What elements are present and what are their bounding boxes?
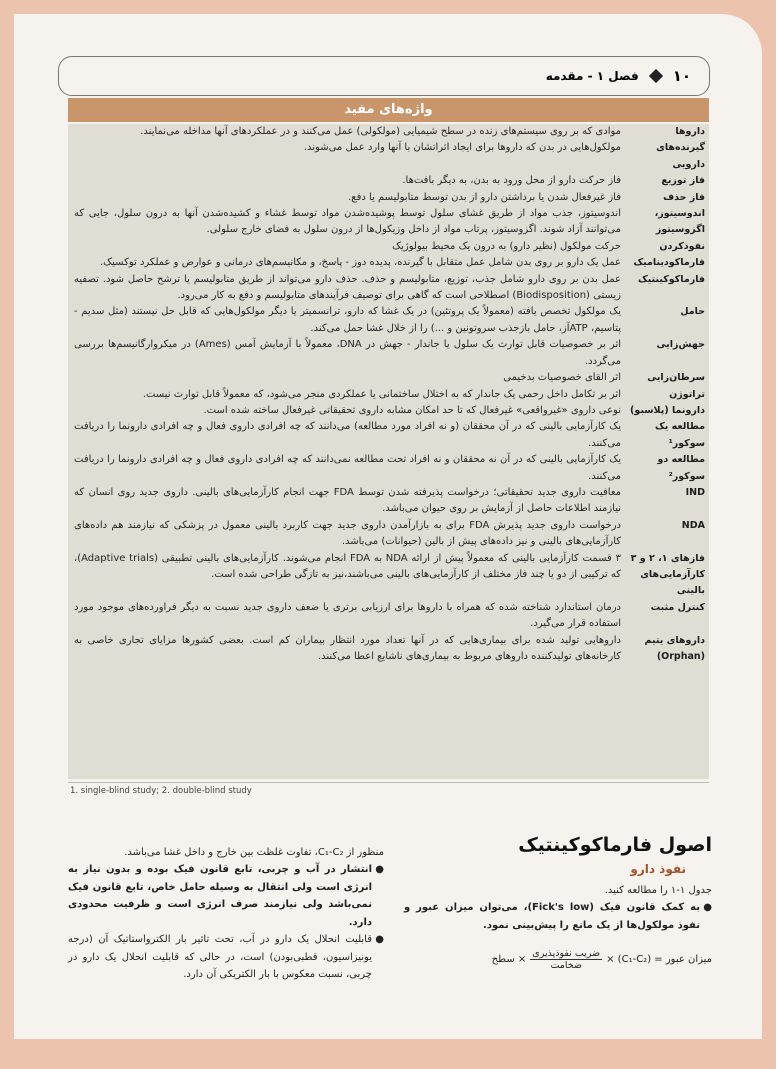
bullet-icon: ● <box>703 902 712 913</box>
glossary-definition: اثر بر خصوصیات قابل توارث یک سلول یا جاندار - جهش در DNA، معمولاً با آزمایش آمس (Ames) در میکروارگانیسم‌ها بررسی می‌گردد. <box>74 339 622 367</box>
glossary-row <box>68 633 709 666</box>
glossary-definition: یک کارآزمایی بالینی که در آن نه محققان و نه افراد تحت مطالعه نمی‌دانند که چه افرادی داروی فعال و چه افرادی دارونما را دریافت می‌کنند. <box>74 454 621 482</box>
glossary-row <box>68 419 709 452</box>
left-intro: منظور از C₁-C₂، تفاوت غلظت بین خارج و داخل غشا می‌باشد. <box>124 847 384 858</box>
glossary-row <box>68 206 709 239</box>
glossary-term: داروها <box>675 126 705 137</box>
glossary-definition: اندوسیتوز، جذب مواد از طریق غشای سلول توسط پوشیده‌شدن مواد توسط غشاء و کشیده‌شدن آنها به درون سلول، جایی که می‌توانند آزاد شوند. اگزوسیتوز، پرتاب مواد از داخل وزیکول‌ها از درون سلول به فضای خارج سلولی. <box>74 208 621 236</box>
section-title: اصول فارماکوکینتیک <box>518 834 712 856</box>
glossary-term: نفوذکردن <box>659 240 705 252</box>
glossary-row <box>68 403 709 419</box>
glossary-definition: یک کارآزمایی بالینی که در آن محققان (و نه افراد مورد مطالعه) می‌دانند که چه افرادی داروی فعال و چه افرادی دارونما را دریافت می‌کنند. <box>74 421 621 449</box>
glossary-term: جهش‌زایی <box>656 339 705 351</box>
glossary-box <box>68 124 709 779</box>
glossary-row <box>68 485 709 518</box>
diamond-icon <box>649 69 663 83</box>
glossary-definition: معافیت داروی جدید تحقیقاتی؛ درخواست پذیرفته شدن توسط FDA جهت انجام کارآزمایی‌های بالینی. داروی جدید روی انسان که نیازمند اطلاعات حاصل از آزمایش بر روی حیوان می‌باشد. <box>74 486 622 515</box>
glossary-term: کنترل مثبت <box>650 601 705 613</box>
glossary-definition: نوعی داروی «غیرواقعی» غیرفعال که تا حد امکان مشابه داروی تحقیقاتی غیرفعال ساخته شده است. <box>203 404 621 416</box>
glossary-term: فارماکودینامیک <box>633 257 705 269</box>
glossary-definition: اثر بر تکامل داخل رحمی یک جاندار که به اختلال ساختمانی یا عملکردی منجر می‌شود، که معمولاً قابل توارث نیست. <box>142 388 621 400</box>
book-page <box>14 14 762 1039</box>
glossary-row <box>68 387 709 403</box>
glossary-term: گیرنده‌های دارویی <box>656 142 705 170</box>
glossary-definition: عمل یک دارو بر روی بدن شامل عمل متقابل با گیرنده، پدیده دوز - پاسخ، و مکانیسم‌های درمانی و عوارض و عملکرد توکسیک. <box>100 257 621 269</box>
glossary-row <box>68 370 709 386</box>
glossary-term: حامل <box>680 306 705 318</box>
glossary-term: دارونما (پلاسبو) <box>630 404 705 416</box>
divider <box>68 782 709 783</box>
footnote: 1. single-blind study; 2. double-blind study <box>70 786 252 796</box>
glossary-term: فاز حذف <box>663 191 705 203</box>
glossary-term: فازهای ۱، ۲ و ۳ کارآزمایی‌های بالینی <box>630 552 705 597</box>
left-column <box>68 838 384 984</box>
glossary-term: IND <box>685 486 705 498</box>
glossary-row <box>68 173 709 189</box>
glossary-definition: مولکول‌هایی در بدن که داروها برای ایجاد اثراتشان با آنها وارد عمل می‌شوند. <box>303 142 621 154</box>
formula-fraction <box>530 948 602 971</box>
glossary-term: سرطان‌زایی <box>647 372 705 384</box>
glossary-term: تراتوژن <box>669 388 705 400</box>
bullet-icon: ● <box>375 864 384 875</box>
formula-rhs: × سطح <box>491 954 527 965</box>
glossary-row <box>68 452 709 485</box>
section-pharmacokinetics <box>404 834 712 971</box>
glossary-term: فاز توزیع <box>661 175 705 187</box>
glossary-row <box>68 337 709 370</box>
section-subtitle: نفوذ دارو <box>630 862 686 876</box>
glossary-definition: عمل بدن بر روی دارو شامل جذب، توزیع، متابولیسم و حذف. حذف دارو می‌تواند از طریق متابولیسم یا ترشح حاصل شود. تصفیه زیستی (Biodisposition) اصطلاحی است که گاهی برای توصیف فرآیندهای متابولیسم و دفع به کار می‌رود. <box>74 273 621 302</box>
bullet-text: قابلیت انحلال یک دارو در آب، تحت تاثیر بار الکترواستاتیک آن (درجه یونیزاسیون، قطبی‌بودن) است، در حالی که قابلیت انحلال یک دارو در چربی، نسبت معکوس با بار الکتریکی آن دارد. <box>68 934 372 980</box>
glossary-definition: درمان استاندارد شناخته شده که همراه با داروها برای ارزیابی برتری یا ضعف داروی جدید نسبت به دیگر فراورده‌های موجود مورد استفاده قرار می‌گیرد. <box>74 601 621 630</box>
formula-lhs: میزان عبور = (C₁-C₂) × <box>606 954 712 965</box>
bullet-text: به کمک قانون فیک (Fick's low)، می‌توان میزان عبور و نفوذ مولکول‌ها از یک مانع را پیش‌بینی نمود. <box>404 902 700 931</box>
bullet-item <box>68 931 384 984</box>
chapter-title: فصل ۱ - مقدمه <box>545 69 639 83</box>
formula-denominator: ضخامت <box>550 960 582 971</box>
glossary-title: واژه‌های مفید <box>68 98 709 122</box>
glossary-row <box>68 255 709 271</box>
glossary-row <box>68 239 709 255</box>
glossary-definition: یک مولکول تخصص یافته (معمولاً یک پروتئین) در یک غشا که دارو، ترانسمیتر یا دیگر مولکول‌هایی که قابل حل نیستند (مثل سدیم - پتاسیم، ATPآز، حامل بازجذب سروتونین و ...) را از خلال غشا حمل می‌کند. <box>74 306 621 334</box>
glossary-definition: فاز حرکت دارو از محل ورود به بدن، به دیگر بافت‌ها. <box>402 175 621 187</box>
glossary-definition: ۳ قسمت کارآزمایی بالینی که معمولاً پیش از ارائه NDA به FDA انجام می‌شوند. کارآزمایی‌های بالینی تطبیقی (Adaptive trials)، که ترکیبی از دو یا چند فاز مختلف از کارآزمایی‌های بالینی می‌باشند،نیز به تازگی طراحی شده است. <box>74 552 621 580</box>
glossary-row <box>68 600 709 633</box>
glossary-definition: درخواست داروی جدید پذیرش FDA برای به بازارآمدن داروی جدید جهت کاربرد بالینی معمول در پزشکی که نیازمند هم داده‌های کارآزمایی‌های بالینی و نیز داده‌های پیش از بالین (حیوانات) می‌باشد. <box>74 519 621 548</box>
glossary-row <box>68 304 709 337</box>
bullet-item <box>404 899 712 934</box>
glossary-row <box>68 190 709 206</box>
page-corner <box>702 14 762 74</box>
glossary-definition: داروهایی تولید شده برای بیماری‌هایی که در آنها تعداد مورد انتظار بیماران کم است. بعضی کشورها مزایای تجاری خاصی به کارخانه‌های تولیدکننده داروهای مربوط به بیماری‌های ناشایع اعطا می‌کنند. <box>74 634 621 662</box>
page-number: ۱۰ <box>672 67 691 85</box>
glossary-definition: حرکت مولکول (نظیر دارو) به درون یک محیط بیولوژیک <box>392 240 621 252</box>
section-intro: جدول ۱-۱ را مطالعه کنید. <box>604 885 712 896</box>
fick-formula <box>404 948 712 971</box>
glossary-definition: موادی که بر روی سیستم‌های زنده در سطح شیمیایی (مولکولی) عمل می‌کنند و در عملکردهای آنها مداخله می‌نمایند. <box>140 126 621 137</box>
glossary-definition: فاز غیرفعال شدن یا برداشتن دارو از بدن توسط متابولیسم یا دفع. <box>348 191 621 203</box>
glossary-row <box>68 272 709 305</box>
glossary-row <box>68 518 709 551</box>
glossary-term: فارماکوکینتیک <box>638 273 705 285</box>
glossary-definition: اثر القای خصوصیات بدخیمی <box>503 372 621 384</box>
bullet-icon: ● <box>375 934 384 945</box>
bullet-text: انتشار در آب و چربی، تابع قانون فیک بوده و بدون نیاز به انرژی است ولی انتقال به وسیله حامل خاص، تابع قانون فیک نمی‌باشد ولی نیازمند صرف انرژی است و ظرفیت محدودی دارد. <box>68 864 372 928</box>
glossary-row <box>68 124 709 140</box>
glossary-term: داروهای یتیم (Orphan) <box>644 634 705 662</box>
glossary-term: مطالعه یک سوکور¹ <box>655 421 705 449</box>
glossary-row <box>68 551 709 600</box>
glossary-term: اندوسیتوز، اگزوسیتوز <box>654 208 705 236</box>
bullet-item <box>68 861 384 931</box>
glossary-row <box>68 140 709 173</box>
formula-numerator: ضریب نفوذپذیری <box>532 948 601 959</box>
page-header <box>58 56 710 96</box>
glossary-term: NDA <box>681 519 705 531</box>
glossary-term: مطالعه دو سوکور² <box>657 454 705 482</box>
